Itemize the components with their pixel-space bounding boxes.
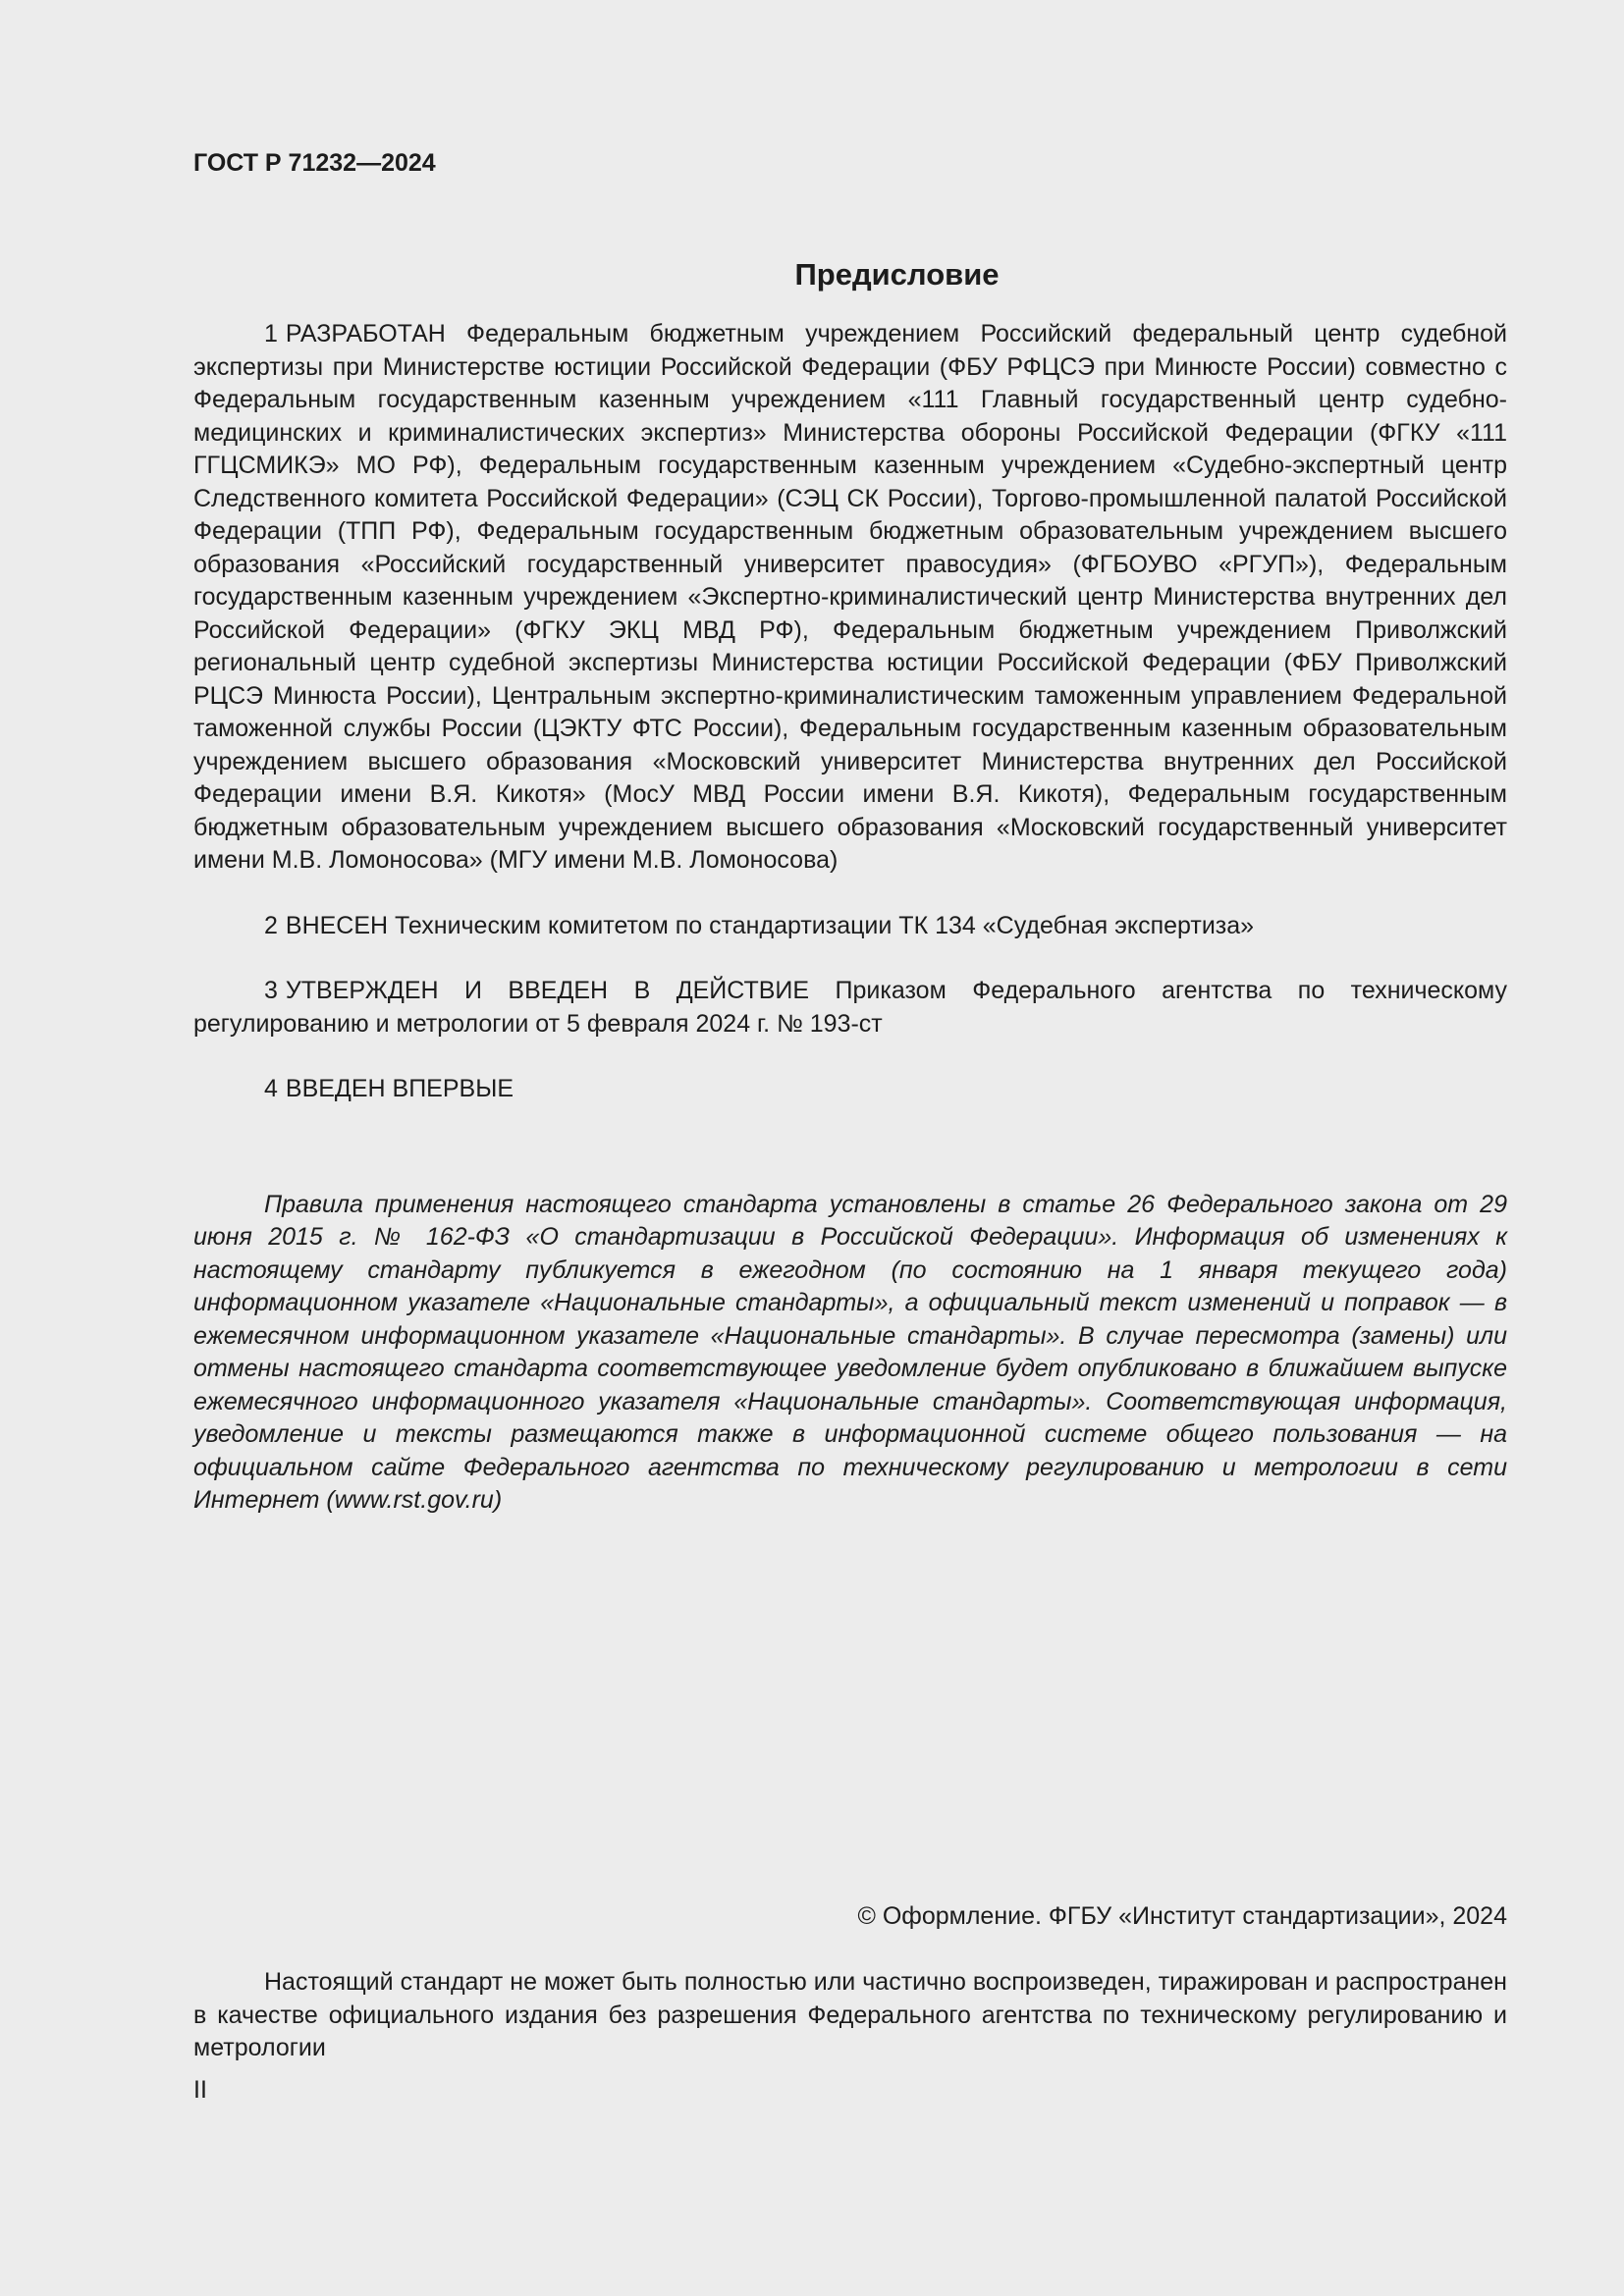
item-number: 4 — [264, 1075, 278, 1102]
item-text: ВНЕСЕН Техническим комитетом по стандартизации ТК 134 «Судебная экспертиза» — [285, 911, 1255, 939]
item-text: ВВЕДЕН ВПЕРВЫЕ — [285, 1075, 514, 1102]
item-number: 3 — [264, 977, 278, 1004]
document-code: ГОСТ Р 71232—2024 — [193, 149, 436, 177]
item-number: 1 — [264, 320, 278, 347]
page-title: Предисловие — [794, 257, 1000, 292]
item-number: 2 — [264, 911, 278, 939]
foreword-item-2 — [193, 910, 1507, 943]
foreword-item-1 — [193, 318, 1507, 878]
item-text: РАЗРАБОТАН Федеральным бюджетным учреждением Российский федеральный центр судебной экспертизы при Министерстве юстиции Российской Федерации (ФБУ РФЦСЭ при Минюсте России) совместно с Федеральным государственным казенным учреждением «111 Главный государственный центр судебно-медицинских и криминалистических экспертиз» Министерства обороны Российской Федерации (ФГКУ «111 ГГЦСМИКЭ» МО РФ), Федеральным государственным казенным учреждением «Судебно-экспертный центр Следственного комитета Российской Федерации» (СЭЦ СК России), Торгово-промышленной палатой Российской Федерации (ТПП РФ), Федеральным государственным бюджетным образовательным учреждением высшего образования «Российский государственный университет правосудия» (ФГБОУВО «РГУП»), Федеральным государственным казенным учреждением «Экспертно-криминалистический центр Министерства внутренних дел Российской Федерации» (ФГКУ ЭКЦ МВД РФ), Федеральным бюджетным учреждением Приволжский региональный центр судебной экспертизы Министерства юстиции Российской Федерации (ФБУ Приволжский РЦСЭ Минюста России), Центральным экспертно-криминалистическим таможенным управлением Федеральной таможенной службы России (ЦЭКТУ ФТС России), Федеральным государственным казенным образовательным учреждением высшего образования «Московский университет Министерства внутренних дел Российской Федерации имени В.Я. Кикотя» (МосУ МВД России имени В.Я. Кикотя), Федеральным государственным бюджетным образовательным учреждением высшего образования «Московский государственный университет имени М.В. Ломоносова» (МГУ имени М.В. Ломоносова) — [193, 320, 1507, 874]
page-number: II — [193, 2076, 207, 2104]
document-page — [193, 147, 1507, 1518]
foreword-item-3 — [193, 975, 1507, 1041]
item-text: УТВЕРЖДЕН И ВВЕДЕН В ДЕЙСТВИЕ Приказом Федерального агентства по техническому регулированию и метрологии от 5 февраля 2024 г. № 193-ст — [193, 977, 1507, 1038]
application-rules-notice: Правила применения настоящего стандарта установлены в статье 26 Федерального закона от 29 июня 2015 г. № 162-ФЗ «О стандартизации в Российской Федерации». Информация об изменениях к настоящему стандарту публикуется в ежегодном (по состоянию на 1 января текущего года) информационном указателе «Национальные стандарты», а официальный текст изменений и поправок — в ежемесячном информационном указателе «Национальные стандарты». В случае пересмотра (замены) или отмены настоящего стандарта соответствующее уведомление будет опубликовано в ближайшем выпуске ежемесячного информационного указателя «Национальные стандарты». Соответствующая информация, уведомление и тексты размещаются также в информационной системе общего пользования — на официальном сайте Федерального агентства по техническому регулированию и метрологии в сети Интернет (www.rst.gov.ru) — [193, 1190, 1507, 1514]
foreword-item-4 — [193, 1073, 1507, 1106]
copyright-line: © Оформление. ФГБУ «Институт стандартизации», 2024 — [857, 1902, 1507, 1930]
reproduction-notice: Настоящий стандарт не может быть полностью или частично воспроизведен, тиражирован и распространен в качестве официального издания без разрешения Федерального агентства по техническому регулированию и метрологии — [193, 1968, 1507, 2061]
